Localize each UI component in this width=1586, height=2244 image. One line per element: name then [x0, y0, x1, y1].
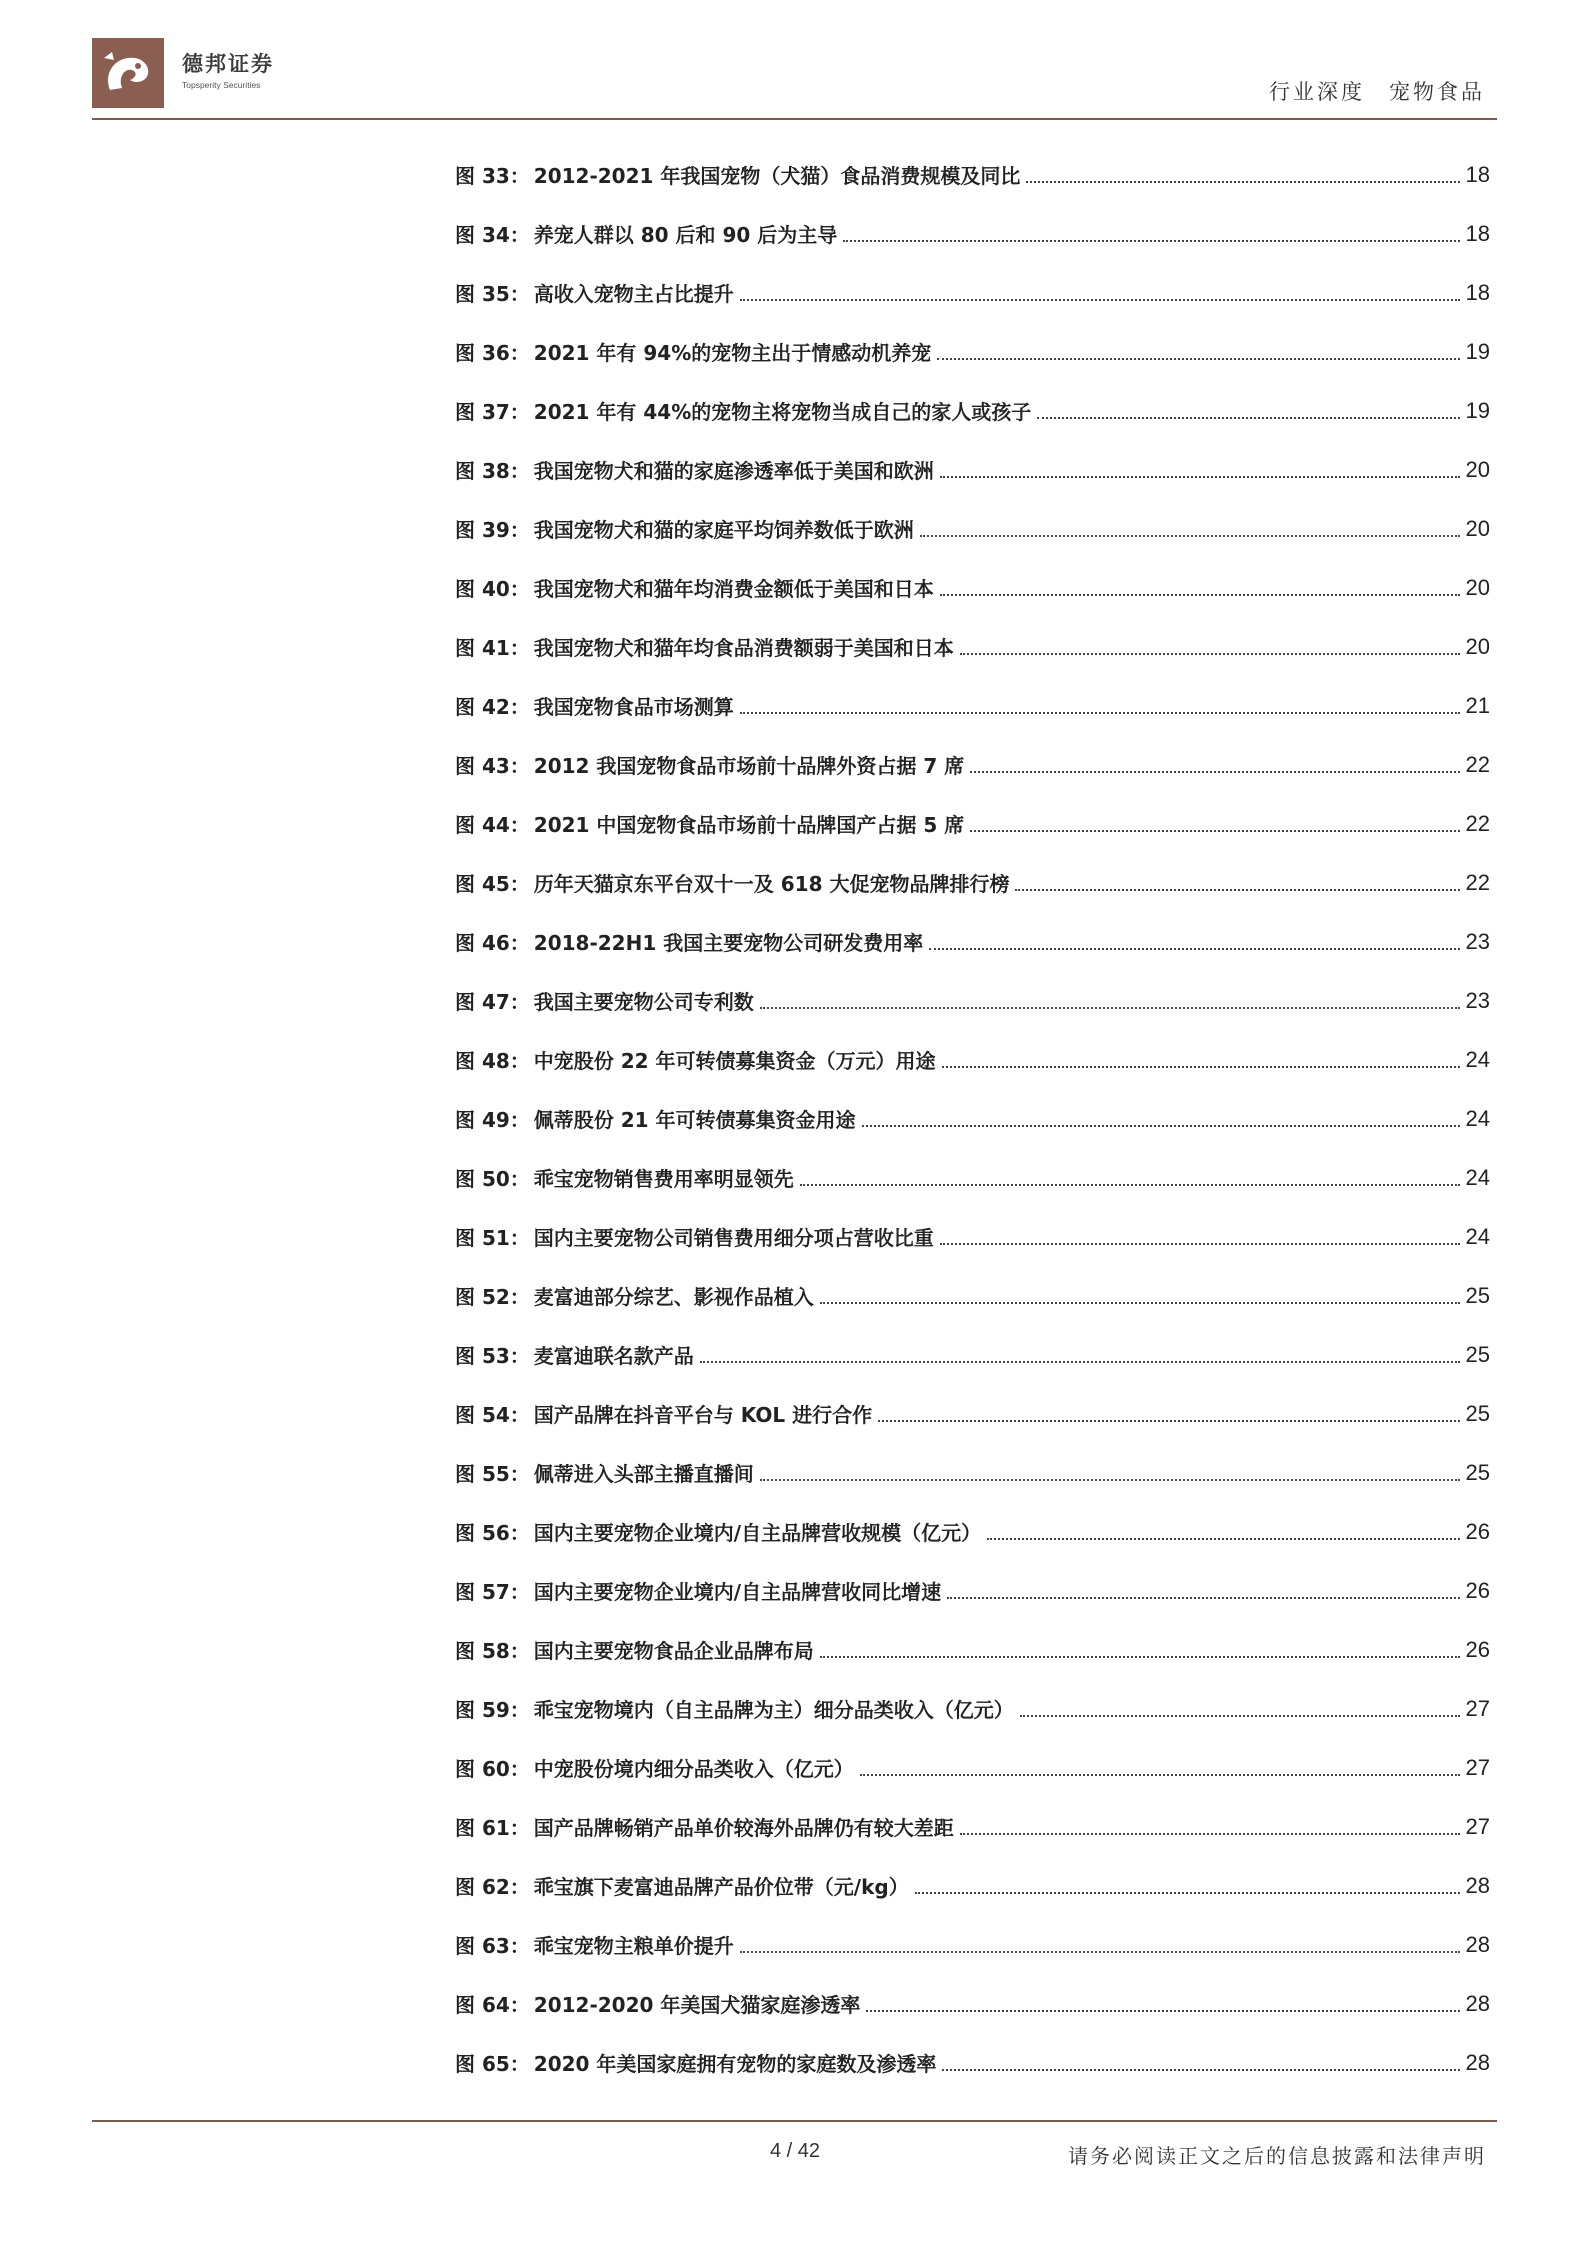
figure-number: 图 47：: [455, 990, 530, 1014]
page-reference: 28: [1465, 1872, 1490, 1898]
figure-number: 图 40：: [455, 577, 530, 601]
toc-entry[interactable]: [455, 322, 1490, 381]
dot-leader: [700, 1361, 1460, 1363]
page-reference: 25: [1465, 1341, 1490, 1367]
report-category: [1269, 76, 1485, 106]
dot-leader: [878, 1420, 1459, 1422]
figure-number: 图 65：: [455, 2052, 530, 2076]
figure-number: 图 45：: [455, 872, 530, 896]
page-reference: 20: [1465, 633, 1490, 659]
page-reference: 23: [1465, 928, 1490, 954]
dot-leader: [800, 1184, 1460, 1186]
dot-leader: [920, 535, 1460, 537]
page-reference: 22: [1465, 751, 1490, 777]
dot-leader: [960, 653, 1460, 655]
dot-leader: [940, 594, 1460, 596]
category-label: 行业深度: [1269, 80, 1365, 104]
legal-disclaimer: 请务必阅读正文之后的信息披露和法律声明: [1068, 2144, 1486, 2168]
figure-title: 2012 我国宠物食品市场前十品牌外资占据 7 席: [533, 754, 965, 778]
figure-number: 图 63：: [455, 1934, 530, 1958]
page-reference: 18: [1465, 161, 1490, 187]
figure-title: 2018-22H1 我国主要宠物公司研发费用率: [533, 931, 924, 955]
dot-leader: [960, 1833, 1460, 1835]
page-reference: 24: [1465, 1164, 1490, 1190]
page-number: 4 / 42: [770, 2140, 821, 2162]
figure-number: 图 51：: [455, 1226, 530, 1250]
figure-list: [455, 145, 1490, 2092]
dot-leader: [760, 1007, 1460, 1009]
toc-entry[interactable]: [455, 1443, 1490, 1502]
toc-entry[interactable]: [455, 1738, 1490, 1797]
page-reference: 18: [1465, 220, 1490, 246]
page-reference: 28: [1465, 2049, 1490, 2075]
toc-entry[interactable]: [455, 263, 1490, 322]
dot-leader: [940, 476, 1460, 478]
page-reference: 28: [1465, 1931, 1490, 1957]
page-reference: 28: [1465, 1990, 1490, 2016]
page-reference: 25: [1465, 1400, 1490, 1426]
topic-label: 宠物食品: [1389, 80, 1485, 104]
dot-leader: [820, 1302, 1460, 1304]
page-reference: 22: [1465, 810, 1490, 836]
figure-title: 国内主要宠物食品企业品牌布局: [533, 1639, 814, 1663]
page-reference: 19: [1465, 397, 1490, 423]
toc-entry[interactable]: [455, 1148, 1490, 1207]
brand: [182, 48, 274, 90]
figure-title: 2021 年有 94%的宠物主出于情感动机养宠: [533, 341, 932, 365]
toc-entry[interactable]: [455, 912, 1490, 971]
figure-number: 图 49：: [455, 1108, 530, 1132]
toc-entry[interactable]: [455, 1620, 1490, 1679]
toc-entry[interactable]: [455, 1915, 1490, 1974]
page-reference: 25: [1465, 1459, 1490, 1485]
page-reference: 24: [1465, 1105, 1490, 1131]
dot-leader: [1015, 889, 1459, 891]
page-reference: 20: [1465, 456, 1490, 482]
toc-entry[interactable]: [455, 1384, 1490, 1443]
figure-title: 麦富迪联名款产品: [533, 1344, 694, 1368]
figure-title: 2021 年有 44%的宠物主将宠物当成自己的家人或孩子: [533, 400, 1032, 424]
toc-entry[interactable]: [455, 971, 1490, 1030]
figure-number: 图 48：: [455, 1049, 530, 1073]
figure-title: 2012-2021 年我国宠物（犬猫）食品消费规模及同比: [533, 164, 1021, 188]
toc-entry[interactable]: [455, 1089, 1490, 1148]
page-header: [92, 28, 1497, 122]
page-reference: 27: [1465, 1754, 1490, 1780]
page-reference: 24: [1465, 1223, 1490, 1249]
toc-entry[interactable]: [455, 381, 1490, 440]
dot-leader: [987, 1538, 1459, 1540]
figure-number: 图 64：: [455, 1993, 530, 2017]
dot-leader: [929, 948, 1459, 950]
figure-title: 国产品牌畅销产品单价较海外品牌仍有较大差距: [533, 1816, 954, 1840]
toc-entry[interactable]: [455, 1207, 1490, 1266]
page-reference: 20: [1465, 574, 1490, 600]
figure-number: 图 37：: [455, 400, 530, 424]
page-reference: 25: [1465, 1282, 1490, 1308]
figure-title: 麦富迪部分综艺、影视作品植入: [533, 1285, 814, 1309]
toc-entry[interactable]: [455, 676, 1490, 735]
figure-number: 图 61：: [455, 1816, 530, 1840]
dot-leader: [740, 712, 1460, 714]
figure-number: 图 33：: [455, 164, 530, 188]
figure-title: 佩蒂股份 21 年可转债募集资金用途: [533, 1108, 856, 1132]
toc-entry[interactable]: [455, 735, 1490, 794]
toc-entry[interactable]: [455, 1325, 1490, 1384]
figure-title: 历年天猫京东平台双十一及 618 大促宠物品牌排行榜: [533, 872, 1010, 896]
figure-number: 图 53：: [455, 1344, 530, 1368]
figure-number: 图 34：: [455, 223, 530, 247]
toc-entry[interactable]: [455, 1856, 1490, 1915]
figure-number: 图 56：: [455, 1521, 530, 1545]
page-reference: 24: [1465, 1046, 1490, 1072]
figure-number: 图 54：: [455, 1403, 530, 1427]
dot-leader: [970, 771, 1459, 773]
toc-entry[interactable]: [455, 558, 1490, 617]
figure-title: 国内主要宠物企业境内/自主品牌营收规模（亿元）: [533, 1521, 982, 1545]
figure-number: 图 55：: [455, 1462, 530, 1486]
dot-leader: [740, 1951, 1460, 1953]
dot-leader: [740, 299, 1460, 301]
figure-number: 图 41：: [455, 636, 530, 660]
figure-title: 我国宠物犬和猫的家庭平均饲养数低于欧洲: [533, 518, 914, 542]
page-reference: 26: [1465, 1577, 1490, 1603]
dot-leader: [937, 358, 1459, 360]
dot-leader: [915, 1892, 1460, 1894]
figure-title: 我国宠物食品市场测算: [533, 695, 734, 719]
toc-entry[interactable]: [455, 1679, 1490, 1738]
figure-number: 图 52：: [455, 1285, 530, 1309]
figure-number: 图 42：: [455, 695, 530, 719]
toc-entry[interactable]: [455, 1030, 1490, 1089]
toc-entry[interactable]: [455, 794, 1490, 853]
figure-title: 国内主要宠物公司销售费用细分项占营收比重: [533, 1226, 934, 1250]
page-reference: 19: [1465, 338, 1490, 364]
toc-entry[interactable]: [455, 499, 1490, 558]
dot-leader: [1037, 417, 1459, 419]
figure-number: 图 50：: [455, 1167, 530, 1191]
page-reference: 27: [1465, 1695, 1490, 1721]
brand-name: 德邦证券: [182, 52, 274, 76]
dot-leader: [862, 1125, 1460, 1127]
figure-title: 佩蒂进入头部主播直播间: [533, 1462, 754, 1486]
page-reference: 18: [1465, 279, 1490, 305]
figure-title: 高收入宠物主占比提升: [533, 282, 734, 306]
dot-leader: [860, 1774, 1460, 1776]
page-reference: 27: [1465, 1813, 1490, 1839]
page-reference: 20: [1465, 515, 1490, 541]
figure-number: 图 59：: [455, 1698, 530, 1722]
figure-number: 图 39：: [455, 518, 530, 542]
figure-title: 乖宝宠物境内（自主品牌为主）细分品类收入（亿元）: [533, 1698, 1014, 1722]
figure-title: 中宠股份 22 年可转债募集资金（万元）用途: [533, 1049, 936, 1073]
figure-number: 图 35：: [455, 282, 530, 306]
figure-title: 2020 年美国家庭拥有宠物的家庭数及渗透率: [533, 2052, 937, 2076]
dot-leader: [1026, 181, 1459, 183]
header-divider: [92, 118, 1497, 120]
figure-title: 国产品牌在抖音平台与 KOL 进行合作: [533, 1403, 873, 1427]
figure-number: 图 38：: [455, 459, 530, 483]
figure-title: 我国宠物犬和猫的家庭渗透率低于美国和欧洲: [533, 459, 934, 483]
dot-leader: [942, 2069, 1459, 2071]
dot-leader: [1020, 1715, 1460, 1717]
toc-entry[interactable]: [455, 440, 1490, 499]
figure-number: 图 60：: [455, 1757, 530, 1781]
toc-entry[interactable]: [455, 1974, 1490, 2033]
figure-number: 图 62：: [455, 1875, 530, 1899]
dot-leader: [942, 1066, 1460, 1068]
dot-leader: [947, 1597, 1459, 1599]
figure-title: 我国宠物犬和猫年均消费金额低于美国和日本: [533, 577, 934, 601]
figure-title: 我国主要宠物公司专利数: [533, 990, 754, 1014]
figure-title: 养宠人群以 80 后和 90 后为主导: [533, 223, 838, 247]
page-reference: 22: [1465, 869, 1490, 895]
figure-number: 图 36：: [455, 341, 530, 365]
toc-entry[interactable]: [455, 617, 1490, 676]
dot-leader: [843, 240, 1459, 242]
dot-leader: [940, 1243, 1460, 1245]
figure-number: 图 57：: [455, 1580, 530, 1604]
toc-entry[interactable]: [455, 1797, 1490, 1856]
toc-entry[interactable]: [455, 145, 1490, 204]
toc-entry[interactable]: [455, 1502, 1490, 1561]
dot-leader: [760, 1479, 1460, 1481]
brand-name-english: Topsperity Securities: [182, 80, 261, 90]
figure-number: 图 58：: [455, 1639, 530, 1663]
page-reference: 26: [1465, 1636, 1490, 1662]
dot-leader: [970, 830, 1459, 832]
page-reference: 23: [1465, 987, 1490, 1013]
footer-divider: [92, 2120, 1497, 2122]
figure-title: 乖宝宠物主粮单价提升: [533, 1934, 734, 1958]
figure-title: 2012-2020 年美国犬猫家庭渗透率: [533, 1993, 861, 2017]
dot-leader: [820, 1656, 1460, 1658]
dot-leader: [866, 2010, 1459, 2012]
company-logo: [92, 38, 164, 108]
figure-title: 乖宝旗下麦富迪品牌产品价位带（元/kg）: [533, 1875, 909, 1899]
page-reference: 26: [1465, 1518, 1490, 1544]
figure-number: 图 46：: [455, 931, 530, 955]
toc-entry[interactable]: [455, 204, 1490, 263]
toc-entry[interactable]: [455, 853, 1490, 912]
toc-entry[interactable]: [455, 1561, 1490, 1620]
toc-entry[interactable]: [455, 1266, 1490, 1325]
figure-title: 国内主要宠物企业境内/自主品牌营收同比增速: [533, 1580, 942, 1604]
figure-title: 2021 中国宠物食品市场前十品牌国产占据 5 席: [533, 813, 965, 837]
page-reference: 21: [1465, 692, 1490, 718]
toc-entry[interactable]: [455, 2033, 1490, 2092]
figure-title: 中宠股份境内细分品类收入（亿元）: [533, 1757, 854, 1781]
figure-number: 图 44：: [455, 813, 530, 837]
figure-title: 我国宠物犬和猫年均食品消费额弱于美国和日本: [533, 636, 954, 660]
figure-number: 图 43：: [455, 754, 530, 778]
figure-title: 乖宝宠物销售费用率明显领先: [533, 1167, 794, 1191]
